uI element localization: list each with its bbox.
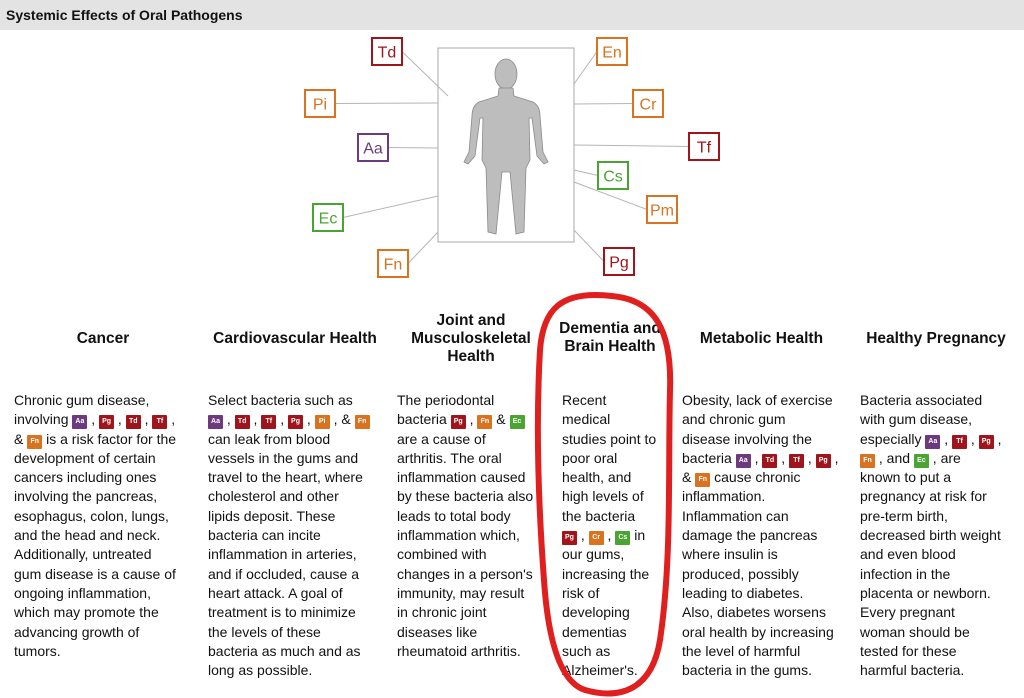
- body-line: [682, 565, 852, 584]
- body-line: [562, 526, 670, 545]
- body-text: poor oral: [562, 449, 618, 466]
- pathogen-badge-cs: Cs: [615, 531, 630, 545]
- pathogen-code-label: Td: [377, 44, 397, 62]
- body-text: ongoing inflammation,: [14, 584, 151, 601]
- body-line: [860, 410, 1022, 429]
- body-line: [397, 603, 547, 622]
- pathogen-badge-fn: Fn: [355, 415, 370, 429]
- body-line: [397, 468, 547, 487]
- pathogen-badge-cr: Cr: [589, 531, 604, 545]
- column-body-pregnancy: [860, 391, 1022, 680]
- body-text: , &: [329, 411, 355, 428]
- body-text: studies point to: [562, 430, 657, 447]
- body-line: [860, 391, 1022, 410]
- pathogen-code-label: Pm: [650, 202, 674, 220]
- body-line: [208, 468, 396, 487]
- connector-line-fn: [408, 232, 438, 264]
- pathogen-badge-ec: Ec: [914, 454, 929, 468]
- body-line: [682, 603, 852, 622]
- body-line: [682, 391, 852, 410]
- body-text: ,: [967, 430, 979, 447]
- pathogen-diagram: [0, 0, 1024, 300]
- pathogen-box-tf: [689, 133, 719, 160]
- body-text: medical: [562, 411, 611, 428]
- pathogen-code-label: Pi: [312, 96, 328, 114]
- pathogen-code-label: En: [602, 44, 622, 62]
- body-text: , are: [928, 449, 961, 466]
- body-line: [860, 623, 1022, 642]
- body-line: [860, 507, 1022, 526]
- body-line: [860, 603, 1022, 622]
- body-text: ,: [87, 411, 100, 428]
- body-text: ,: [140, 411, 153, 428]
- body-text: disease involving the: [682, 430, 812, 447]
- body-line: [860, 526, 1022, 545]
- body-line: [208, 545, 396, 564]
- heading-line: Metabolic Health: [699, 330, 824, 347]
- body-text: arthritis. The oral: [397, 449, 502, 466]
- body-line: [682, 410, 852, 429]
- column-heading-cancer: [14, 330, 192, 348]
- body-text: damage the pancreas: [682, 527, 818, 544]
- pathogen-code-label: Ec: [318, 210, 338, 228]
- body-text: Bacteria associated: [860, 392, 983, 408]
- pathogen-box-en: [597, 38, 627, 65]
- body-text: &: [492, 411, 510, 428]
- body-text: woman should be: [860, 623, 970, 640]
- column-body-joint-musculoskeletal: [397, 391, 547, 661]
- body-line: [860, 468, 1022, 487]
- body-text: and chronic gum: [682, 411, 786, 428]
- column-body-metabolic: [682, 391, 852, 680]
- body-text: gum disease is a cause of: [14, 565, 176, 582]
- column-body-cardiovascular: [208, 391, 396, 680]
- pathogen-code-label: Aa: [363, 140, 383, 158]
- body-text: harmful bacteria.: [860, 662, 965, 679]
- body-text: inflammation caused: [397, 469, 526, 486]
- body-text: esophagus, colon, lungs,: [14, 507, 169, 524]
- body-line: [562, 507, 670, 526]
- body-line: [860, 545, 1022, 564]
- body-line: [14, 584, 204, 603]
- heading-line: Musculoskeletal: [411, 330, 531, 347]
- pathogen-code-label: Tf: [696, 139, 712, 157]
- column-heading-joint-musculoskeletal: [400, 312, 542, 366]
- body-line: [14, 642, 204, 661]
- body-text: involving: [14, 411, 73, 428]
- body-text: combined with: [397, 546, 487, 563]
- body-text: dementias: [562, 623, 627, 640]
- body-line: [860, 487, 1022, 506]
- body-text: placenta or newborn.: [860, 584, 991, 601]
- body-text: ,: [276, 411, 289, 428]
- body-text: developing: [562, 604, 630, 621]
- pathogen-box-td: [372, 38, 402, 65]
- body-text: our gums,: [562, 546, 625, 563]
- body-text: involving the pancreas,: [14, 488, 158, 505]
- body-text: oral health by increasing: [682, 623, 834, 640]
- body-text: The periodontal: [397, 392, 495, 408]
- body-text: cancers including ones: [14, 469, 157, 486]
- body-text: where insulin is: [682, 546, 778, 563]
- pathogen-code-label: Pg: [609, 254, 629, 272]
- body-text: tumors.: [14, 642, 61, 659]
- body-line: [397, 410, 547, 429]
- body-text: and even blood: [860, 546, 956, 563]
- body-line: [397, 623, 547, 642]
- body-line: [682, 661, 852, 680]
- body-line: [860, 584, 1022, 603]
- body-line: [860, 565, 1022, 584]
- body-text: ,: [249, 411, 262, 428]
- body-text: ,: [465, 411, 478, 428]
- pathogen-badge-pg: Pg: [562, 531, 577, 545]
- body-text: high levels of: [562, 488, 644, 505]
- body-line: [562, 545, 670, 564]
- body-line: [208, 391, 396, 410]
- body-text: Alzheimer's.: [562, 662, 638, 679]
- pathogen-badge-tf: Tf: [152, 415, 167, 429]
- body-line: [562, 661, 670, 680]
- body-text: increasing the: [562, 565, 650, 582]
- body-text: with gum disease,: [860, 411, 973, 428]
- body-text: ,: [804, 449, 816, 466]
- body-text: cause chronic: [710, 469, 801, 486]
- body-line: [14, 430, 204, 449]
- pathogen-badge-aa: Aa: [72, 415, 87, 429]
- body-line: [397, 449, 547, 468]
- body-line: [208, 526, 396, 545]
- heading-line: Cancer: [76, 330, 130, 347]
- pathogen-badge-tf: Tf: [789, 454, 804, 468]
- body-text: Every pregnant: [860, 604, 955, 621]
- body-text: advancing growth of: [14, 623, 140, 640]
- pathogen-code-label: Cr: [639, 96, 657, 114]
- body-text: bacteria in the gums.: [682, 662, 812, 679]
- body-text: heart attack. A goal of: [208, 584, 343, 601]
- connector-line-pg: [574, 230, 604, 262]
- body-text: Recent: [562, 392, 607, 408]
- body-text: ,: [830, 449, 839, 466]
- pathogen-box-pi: [305, 90, 335, 117]
- body-text: bacteria: [397, 411, 451, 428]
- body-text: Also, diabetes worsens: [682, 604, 826, 621]
- heading-line: Dementia and: [559, 320, 661, 337]
- pathogen-box-cs: [598, 162, 628, 189]
- body-text: leading to diabetes.: [682, 584, 804, 601]
- body-text: , and: [875, 449, 914, 466]
- body-line: [14, 487, 204, 506]
- body-text: bacteria as much and as: [208, 642, 361, 659]
- body-line: [562, 642, 670, 661]
- body-text: risk of: [562, 584, 600, 601]
- body-text: such as: [562, 642, 611, 659]
- body-text: the levels of these: [208, 623, 321, 640]
- heading-line: Health: [447, 348, 495, 365]
- body-line: [397, 584, 547, 603]
- body-text: diseases like: [397, 623, 478, 640]
- body-text: ,: [993, 430, 1002, 447]
- pathogen-badge-fn: Fn: [27, 435, 42, 449]
- body-text: rheumatoid arthritis.: [397, 642, 521, 659]
- body-text: Chronic gum disease,: [14, 392, 150, 408]
- body-text: inflammation.: [682, 488, 766, 505]
- heading-line: Cardiovascular Health: [213, 330, 377, 347]
- body-line: [208, 584, 396, 603]
- body-line: [397, 642, 547, 661]
- body-line: [562, 565, 670, 584]
- body-text: cholesterol and other: [208, 488, 339, 505]
- pathogen-badge-td: Td: [126, 415, 141, 429]
- body-text: which may promote the: [14, 604, 159, 621]
- body-line: [682, 526, 852, 545]
- body-line: [208, 642, 396, 661]
- body-line: [14, 449, 204, 468]
- body-text: lipids deposit. These: [208, 507, 336, 524]
- body-line: [682, 449, 852, 468]
- pathogen-code-label: Fn: [383, 256, 403, 274]
- body-text: infection in the: [860, 565, 951, 582]
- body-line: [397, 507, 547, 526]
- body-line: [860, 449, 1022, 468]
- body-text: decreased birth weight: [860, 527, 1001, 544]
- body-text: and if occluded, cause a: [208, 565, 359, 582]
- pathogen-badge-fn: Fn: [477, 415, 492, 429]
- pathogen-badge-pi: Pi: [315, 415, 330, 429]
- body-line: [682, 468, 852, 487]
- body-text: in chronic joint: [397, 604, 487, 621]
- body-text: ,: [114, 411, 126, 428]
- body-text: leads to total body: [397, 507, 511, 524]
- pathogen-box-cr: [633, 90, 663, 117]
- column-heading-dementia-brain: [552, 320, 668, 356]
- body-text: Select bacteria such as: [208, 392, 353, 408]
- body-text: ,: [750, 449, 763, 466]
- body-line: [397, 565, 547, 584]
- body-text: ,: [603, 527, 616, 544]
- body-line: [397, 430, 547, 449]
- body-line: [208, 449, 396, 468]
- pathogen-badge-fn: Fn: [695, 473, 710, 487]
- body-line: [14, 603, 204, 622]
- body-text: the bacteria: [562, 507, 636, 524]
- body-line: [397, 391, 547, 410]
- connector-line-cr: [574, 104, 633, 105]
- body-line: [562, 391, 670, 410]
- heading-line: Brain Health: [564, 338, 656, 355]
- pathogen-badge-td: Td: [235, 415, 250, 429]
- body-text: known to put a: [860, 469, 952, 486]
- body-line: [397, 545, 547, 564]
- body-line: [208, 661, 396, 680]
- body-line: [562, 487, 670, 506]
- body-line: [860, 661, 1022, 680]
- body-text: changes in a person's: [397, 565, 533, 582]
- body-text: produced, possibly: [682, 565, 799, 582]
- body-line: [208, 410, 396, 429]
- body-line: [208, 603, 396, 622]
- body-line: [682, 623, 852, 642]
- body-line: [562, 410, 670, 429]
- body-text: pre-term birth,: [860, 507, 948, 524]
- pathogen-badge-tf: Tf: [261, 415, 276, 429]
- pathogen-box-aa: [358, 134, 388, 161]
- body-text: Obesity, lack of exercise: [682, 392, 833, 408]
- page-title: Systemic Effects of Oral Pathogens: [6, 7, 243, 23]
- pathogen-badge-ec: Ec: [510, 415, 525, 429]
- body-line: [14, 565, 204, 584]
- body-text: health, and: [562, 469, 632, 486]
- body-line: [208, 565, 396, 584]
- connector-line-aa: [388, 148, 438, 149]
- body-line: [682, 487, 852, 506]
- body-text: development of certain: [14, 449, 156, 466]
- pathogen-badge-aa: Aa: [736, 454, 751, 468]
- body-text: immunity, may result: [397, 584, 525, 601]
- body-text: Additionally, untreated: [14, 546, 152, 563]
- body-text: is a risk factor for the: [42, 430, 177, 447]
- body-line: [682, 642, 852, 661]
- body-text: in: [630, 527, 646, 544]
- body-text: Inflammation can: [682, 507, 789, 524]
- connector-line-pi: [335, 103, 438, 104]
- connector-line-ec: [343, 196, 438, 218]
- pathogen-badge-pg: Pg: [451, 415, 466, 429]
- pathogen-badge-pg: Pg: [979, 435, 994, 449]
- heading-line: Joint and: [436, 312, 506, 329]
- body-line: [860, 642, 1022, 661]
- body-line: [562, 603, 670, 622]
- body-text: are a cause of: [397, 430, 486, 447]
- body-line: [14, 526, 204, 545]
- body-line: [208, 623, 396, 642]
- body-text: ,: [167, 411, 176, 428]
- body-line: [562, 468, 670, 487]
- body-text: pregnancy at risk for: [860, 488, 987, 505]
- column-heading-metabolic: [684, 330, 839, 348]
- body-line: [14, 391, 204, 410]
- pathogen-box-pm: [647, 196, 677, 223]
- pathogen-badge-pg: Pg: [288, 415, 303, 429]
- body-text: bacteria: [682, 449, 736, 466]
- body-text: especially: [860, 430, 926, 447]
- body-line: [208, 430, 396, 449]
- body-line: [14, 507, 204, 526]
- body-text: ,: [303, 411, 315, 428]
- body-line: [14, 410, 204, 429]
- body-line: [397, 487, 547, 506]
- body-text: vessels in the gums and: [208, 449, 359, 466]
- body-line: [682, 507, 852, 526]
- pathogen-badge-aa: Aa: [208, 415, 223, 429]
- body-text: travel to the heart, where: [208, 469, 363, 486]
- body-text: inflammation which,: [397, 527, 520, 544]
- body-text: ,: [777, 449, 790, 466]
- column-body-cancer: [14, 391, 204, 661]
- body-text: inflammation in arteries,: [208, 546, 357, 563]
- body-line: [860, 430, 1022, 449]
- body-line: [14, 623, 204, 642]
- heading-line: Healthy Pregnancy: [866, 330, 1006, 347]
- body-line: [14, 545, 204, 564]
- body-line: [397, 526, 547, 545]
- body-line: [682, 545, 852, 564]
- body-text: ,: [577, 527, 589, 544]
- pathogen-badge-tf: Tf: [952, 435, 967, 449]
- column-body-dementia-brain: [562, 391, 670, 680]
- body-line: [208, 507, 396, 526]
- body-text: &: [14, 430, 28, 447]
- body-line: [562, 584, 670, 603]
- pathogen-badge-td: Td: [762, 454, 777, 468]
- body-text: the level of harmful: [682, 642, 801, 659]
- pathogen-box-pg: [604, 248, 634, 275]
- pathogen-box-ec: [313, 204, 343, 231]
- body-text: treatment is to minimize: [208, 604, 356, 621]
- connector-line-en: [574, 52, 597, 85]
- connector-line-tf: [574, 145, 689, 147]
- column-heading-pregnancy: [855, 330, 1017, 348]
- body-text: &: [682, 469, 696, 486]
- connector-line-cs: [574, 170, 598, 176]
- pathogen-badge-fn: Fn: [860, 454, 875, 468]
- body-line: [562, 449, 670, 468]
- pathogen-badge-aa: Aa: [925, 435, 940, 449]
- body-line: [682, 584, 852, 603]
- body-line: [682, 430, 852, 449]
- pathogen-box-fn: [378, 250, 408, 277]
- column-heading-cardiovascular: [200, 330, 390, 348]
- body-text: ,: [223, 411, 235, 428]
- body-line: [562, 623, 670, 642]
- pathogen-code-label: Cs: [603, 168, 623, 186]
- body-text: bacteria can incite: [208, 527, 321, 544]
- body-text: can leak from blood: [208, 430, 331, 447]
- body-text: tested for these: [860, 642, 957, 659]
- body-line: [562, 430, 670, 449]
- body-line: [208, 487, 396, 506]
- pathogen-badge-pg: Pg: [99, 415, 114, 429]
- body-text: ,: [940, 430, 953, 447]
- pathogen-badge-pg: Pg: [816, 454, 831, 468]
- body-text: by these bacteria also: [397, 488, 534, 505]
- body-line: [14, 468, 204, 487]
- body-text: long as possible.: [208, 662, 313, 679]
- body-text: and the head and neck.: [14, 527, 161, 544]
